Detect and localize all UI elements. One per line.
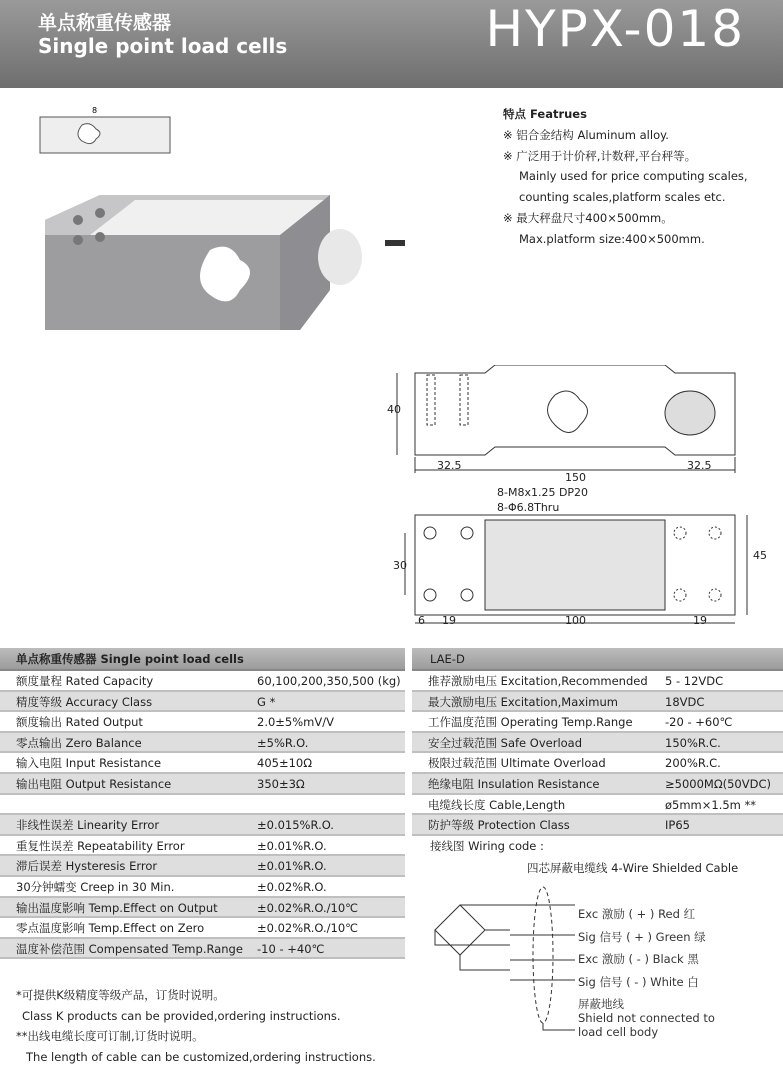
feature-line: counting scales,platform scales etc. xyxy=(519,190,726,205)
cable-type: 四芯屏蔽电缆线 4-Wire Shielded Cable xyxy=(527,861,739,875)
spec-value: IP65 xyxy=(665,818,690,833)
spec-label: 滞后误差 Hysteresis Error xyxy=(16,859,158,874)
spec-row xyxy=(0,918,405,939)
spec-value: ø5mm×1.5m ** xyxy=(665,797,757,812)
spec-label: 温度补偿范围 Compensated Temp.Range xyxy=(16,941,243,956)
dim-height: 40 xyxy=(387,403,401,416)
spec-label: 零点输出 Zero Balance xyxy=(16,735,142,750)
spec-label: 推荐激励电压 Excitation,Recommended xyxy=(428,674,648,688)
spec-label: 额度量程 Rated Capacity xyxy=(16,674,154,688)
note: **出线电缆长度可订制,订货时说明。 xyxy=(16,1029,204,1043)
spec-value: 5 - 12VDC xyxy=(665,674,724,688)
shield-en2: load cell body xyxy=(578,1025,659,1039)
top-dim: 8 xyxy=(92,106,98,115)
feature-line: Mainly used for price computing scales, xyxy=(519,169,748,184)
spec-row xyxy=(0,712,405,733)
spec-label: 输入电阻 Input Resistance xyxy=(16,756,162,771)
dim-right: 32.5 xyxy=(687,459,712,472)
shield-note xyxy=(578,997,715,1039)
spec-row xyxy=(0,939,405,960)
spec-label: 最大激励电压 Excitation,Maximum xyxy=(428,694,618,709)
note: *可提供K级精度等级产品，订货时说明。 xyxy=(16,988,225,1002)
hole-note: 8-Φ6.8Thru xyxy=(497,501,560,514)
right-spec-table xyxy=(412,648,783,836)
spec-value: 150%R.C. xyxy=(665,735,721,750)
spec-value: ±5%R.O. xyxy=(257,735,309,750)
spec-value: ±0.02%R.O./10℃ xyxy=(257,921,359,936)
features-title: 特点 Featrues xyxy=(503,107,587,121)
note: The length of cable can be customized,ordering instructions. xyxy=(26,1049,376,1064)
wire-white: Sig 信号 ( - ) White 白 xyxy=(578,975,699,989)
spec-value: 2.0±5%mV/V xyxy=(257,715,334,730)
left-table-header: 单点称重传感器 Single point load cells xyxy=(0,648,405,671)
model-number: HYPX-018 xyxy=(485,0,745,58)
spec-label: 极限过载范围 Ultimate Overload xyxy=(428,756,606,771)
dim-100: 100 xyxy=(565,614,586,627)
spec-row xyxy=(0,815,405,836)
features-section xyxy=(503,104,748,250)
spec-value: 200%R.C. xyxy=(665,756,721,771)
spec-row xyxy=(0,774,405,795)
header-banner xyxy=(0,0,783,88)
spec-label: 输出电阻 Output Resistance xyxy=(16,776,172,791)
spec-label: 输出温度影响 Temp.Effect on Output xyxy=(16,900,218,915)
spec-row xyxy=(412,692,783,713)
feature-line: Max.platform size:400×500mm. xyxy=(519,231,705,246)
spec-value: G * xyxy=(257,694,276,709)
dim-30: 30 xyxy=(393,559,407,572)
right-table-header: LAE-D xyxy=(412,648,783,671)
spec-label: 额度输出 Rated Output xyxy=(16,715,143,730)
spec-row xyxy=(412,815,783,836)
wire-red: Exc 激励 ( + ) Red 红 xyxy=(578,907,696,921)
title-cn: 单点称重传感器 xyxy=(38,12,172,34)
spec-label: 工作温度范围 Operating Temp.Range xyxy=(428,715,633,730)
spec-row xyxy=(412,733,783,754)
wire-black: Exc 激励 ( - ) Black 黑 xyxy=(578,952,699,966)
spec-label: 安全过载范围 Safe Overload xyxy=(428,735,583,750)
spec-value: ±0.02%R.O./10℃ xyxy=(257,900,359,915)
spec-value: ≥5000MΩ(50VDC) xyxy=(665,776,771,791)
wiring-title: 接线图 Wiring code : xyxy=(430,839,544,853)
product-illustration xyxy=(30,95,410,345)
dim-length: 150 xyxy=(565,471,586,484)
dim-6: 6 xyxy=(418,614,425,627)
wire-green: Sig 信号 ( + ) Green 绿 xyxy=(578,930,706,944)
shield-en1: Shield not connected to xyxy=(578,1011,715,1025)
dimension-drawing xyxy=(385,365,780,635)
spec-value: 60,100,200,350,500 (kg) xyxy=(257,674,401,688)
spec-value: 350±3Ω xyxy=(257,776,305,791)
spec-row xyxy=(412,774,783,795)
note: Class K products can be provided,ordering instructions. xyxy=(22,1008,341,1023)
spec-value: ±0.015%R.O. xyxy=(257,818,334,833)
spec-value: 18VDC xyxy=(665,694,705,709)
feature-line: ※ 广泛用于计价秤,计数秤,平台秤等。 xyxy=(503,148,697,163)
dim-19a: 19 xyxy=(442,614,456,627)
spec-label: 30分钟蠕变 Creep in 30 Min. xyxy=(16,879,175,894)
spec-label: 电缆线长度 Cable,Length xyxy=(428,797,566,812)
spec-value: ±0.01%R.O. xyxy=(257,859,327,874)
spec-row xyxy=(0,753,405,774)
spec-value: 405±10Ω xyxy=(257,756,313,771)
left-spec-table xyxy=(0,648,405,959)
spec-label: 重复性误差 Repeatability Error xyxy=(16,838,185,853)
feature-line: ※ 最大秤盘尺寸400×500mm。 xyxy=(503,210,673,225)
spec-value: -20 - +60℃ xyxy=(665,715,733,730)
spec-label: 精度等级 Accuracy Class xyxy=(16,694,153,709)
spec-row xyxy=(0,877,405,898)
spec-row xyxy=(0,692,405,713)
dim-19b: 19 xyxy=(693,614,707,627)
dim-45: 45 xyxy=(753,549,767,562)
shield-cn: 屏蔽地线 xyxy=(578,997,624,1011)
thread-note: 8-M8x1.25 DP20 xyxy=(497,486,589,499)
spec-value: ±0.02%R.O. xyxy=(257,879,327,894)
order-notes xyxy=(16,985,376,1067)
dim-left: 32.5 xyxy=(437,459,462,472)
spec-row xyxy=(0,856,405,877)
spec-label: 非线性误差 Linearity Error xyxy=(16,818,160,833)
feature-line: ※ 铝合金结构 Aluminum alloy. xyxy=(503,127,669,142)
spec-label: 绝缘电阻 Insulation Resistance xyxy=(428,776,600,791)
spec-label: 零点温度影响 Temp.Effect on Zero xyxy=(16,921,205,936)
spec-row xyxy=(0,671,405,692)
spec-row xyxy=(0,733,405,754)
wiring-diagram xyxy=(425,880,585,1050)
title-en: Single point load cells xyxy=(38,34,288,58)
spec-value: ±0.01%R.O. xyxy=(257,838,327,853)
spec-label: 防护等级 Protection Class xyxy=(428,818,570,833)
spec-row xyxy=(0,795,405,816)
spec-row xyxy=(412,671,783,692)
spec-row xyxy=(412,712,783,733)
spec-row xyxy=(412,795,783,816)
spec-value: -10 - +40℃ xyxy=(257,941,325,956)
spec-row xyxy=(412,753,783,774)
spec-row xyxy=(0,898,405,919)
spec-row xyxy=(0,836,405,857)
